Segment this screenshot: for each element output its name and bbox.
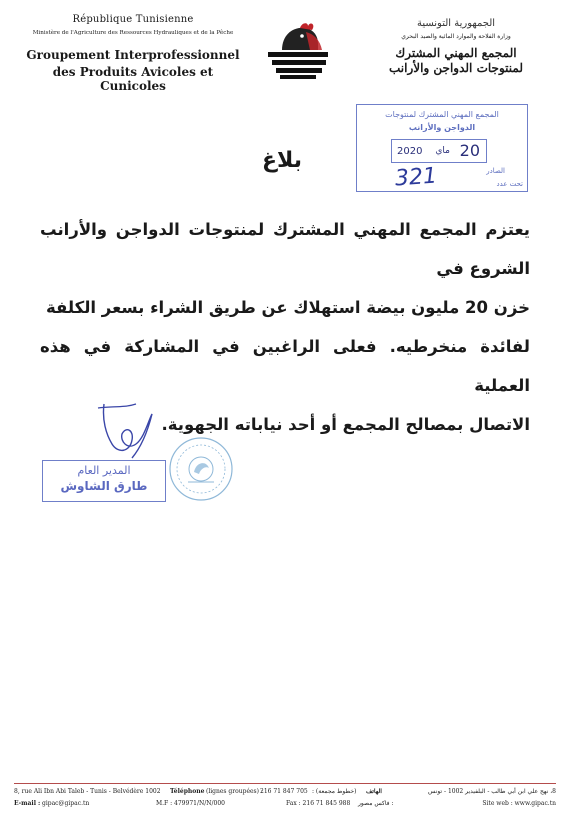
stamp-date-month: ماي: [435, 146, 450, 156]
footer: [14, 788, 556, 812]
footer-email[interactable]: gipac@gipac.tn: [42, 800, 90, 807]
gipac-logo-icon: [262, 22, 334, 82]
footer-phone-label-fr: Téléphone: [170, 788, 205, 795]
stamp-date-box: [391, 139, 487, 163]
footer-address-ar: 8، نهج علي ابن أبي طالب - البلفيدير 1002 - تونس: [428, 788, 556, 795]
body-line-4: الاتصال بمصالح المجمع أو أحد نياباته الجهوية.: [161, 415, 530, 434]
footer-divider: [14, 783, 556, 784]
footer-fax-ar: : فاكس مصور: [358, 800, 394, 807]
footer-email-label: E-mail :: [14, 800, 41, 807]
stamp-org-line2: الدواجن والأرانب: [408, 123, 476, 132]
director-stamp: [42, 460, 166, 502]
republic-label-fr: République Tunisienne: [72, 14, 194, 25]
official-seal-icon: [168, 436, 234, 502]
footer-phone-note-fr: (lignes groupées) :: [206, 788, 263, 795]
reception-stamp: [356, 104, 528, 192]
body-line-2: خزن 20 مليون بيضة استهلاك عن طريق الشراء بسعر الكلفة: [46, 298, 530, 317]
footer-mf: M.F : 479971/N/N/000: [156, 800, 225, 807]
body-line-3: لفائدة منخرطيه. فعلى الراغبين في المشاركة في هذه العملية: [40, 337, 530, 395]
footer-phone-number: 216 71 847 705: [260, 788, 308, 795]
header-french: [18, 14, 248, 93]
ministry-label-fr: Ministère de l'Agriculture des Ressources Hydrauliques et de la Pêche: [32, 30, 234, 36]
organization-name-fr-line2: des Produits Avicoles et Cunicoles: [52, 65, 214, 93]
organization-name-ar-line1: المجمع المهني المشترك: [395, 46, 517, 60]
footer-phone-note-ar: (خطوط مجمعة) :: [312, 788, 357, 795]
organization-name-fr-line1: Groupement Interprofessionnel: [26, 48, 240, 62]
stamp-number: 321: [394, 163, 438, 192]
stamp-org-line1: المجمع المهني المشترك لمنتوجات: [385, 110, 499, 119]
organization-name-ar-line2: لمنتوجات الدواجن والأرانب: [389, 61, 523, 75]
republic-label-ar: الجمهورية التونسية: [416, 18, 496, 29]
stamp-number-label: تحت عدد: [496, 180, 523, 188]
footer-address-fr: 8, rue Ali Ibn Abi Taleb - Tunis - Belvédère 1002: [14, 788, 161, 795]
director-title: المدير العام: [77, 464, 131, 477]
ministry-label-ar: وزارة الفلاحة والموارد المائية والصيد البحري: [401, 33, 511, 40]
footer-fax: Fax : 216 71 845 988: [286, 800, 351, 807]
stamp-date-year: 2020: [397, 146, 423, 157]
director-name: طارق الشاوش: [60, 479, 148, 493]
page-title: بلاغ: [262, 148, 302, 173]
stamp-incoming-label: الصادر: [486, 167, 505, 175]
body-line-1: يعتزم المجمع المهني المشترك لمنتوجات الدواجن والأرانب الشروع في: [40, 220, 530, 278]
footer-website[interactable]: Site web : www.gipac.tn: [482, 800, 556, 807]
header-arabic: [356, 18, 556, 75]
footer-phone-label-ar: الهاتف: [366, 788, 382, 795]
stamp-date-day: 20: [459, 141, 480, 160]
